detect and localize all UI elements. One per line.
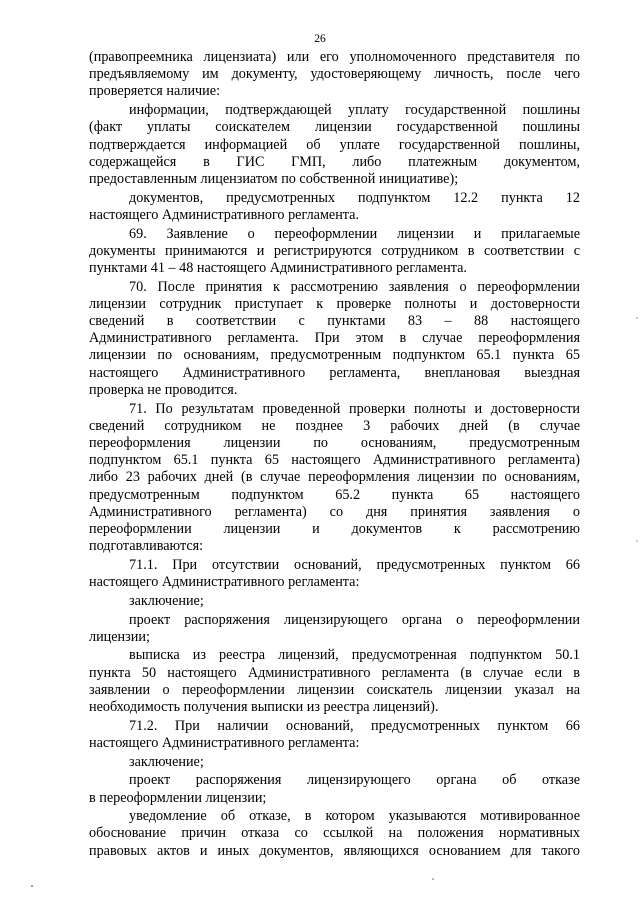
text-line: предоставленным лицензиатом по собственной инициативе);: [89, 170, 459, 187]
text-line: Административного регламента) со дня принятия заявления о: [89, 503, 580, 520]
text-line: 71. По результатам проведенной проверки полноты и достоверности: [129, 400, 580, 417]
paragraph: [89, 49, 580, 101]
text-line: сведений сотрудником не позднее 3 рабочих дней (в случае: [89, 417, 580, 434]
text-line: заявлении о переоформлении лицензии соискатель лицензии указал на: [89, 681, 580, 698]
text-line: 70. После принятия к рассмотрению заявления о переоформлении: [129, 278, 580, 295]
text-line: подпунктом 65.1 пункта 65 настоящего Административного регламента): [89, 452, 580, 469]
text-line: заключение;: [129, 753, 204, 770]
text-line: (правопреемника лицензиата) или его уполномоченного представителя по: [89, 49, 580, 65]
text-line: настоящего Административного регламента:: [89, 574, 360, 591]
text-line: (факт уплаты соискателем лицензии государственной пошлины: [89, 119, 580, 136]
text-line: проверяется наличие:: [89, 83, 221, 100]
text-line: в переоформлении лицензии;: [89, 789, 267, 806]
text-line: правовых актов и иных документов, являющихся основанием для такого: [89, 842, 580, 859]
text-line: настоящего Административного регламента:: [89, 734, 360, 751]
paragraph: [89, 226, 580, 278]
text-line: обоснование причин отказа со ссылкой на положения нормативных: [89, 825, 580, 842]
paragraph: [89, 772, 580, 806]
text-line: необходимость получения выписки из реестра лицензий).: [89, 699, 439, 716]
text-line: проект распоряжения лицензирующего органа о переоформлении: [129, 611, 580, 628]
text-line: подтверждается информацией об уплате государственной пошлины,: [89, 136, 580, 153]
text-line: проект распоряжения лицензирующего органа об отказе: [129, 772, 580, 789]
text-line: документов, предусмотренных подпунктом 12.2 пункта 12: [129, 189, 580, 206]
paragraph: [89, 401, 580, 556]
text-line: уведомление об отказе, в котором указываются мотивированное: [129, 808, 580, 825]
document-body: [89, 49, 580, 861]
text-line: пунктами 41 – 48 настоящего Административного регламента.: [89, 259, 467, 276]
paragraph: [89, 647, 580, 716]
text-line: переоформлении лицензии и документов к рассмотрению: [89, 520, 580, 537]
page-number: 26: [314, 33, 326, 45]
text-line: предусмотренным подпунктом 65.2 пункта 65 настоящего: [89, 486, 580, 503]
paragraph: [89, 718, 580, 752]
text-line: лицензии сотрудник приступает к проверке полноты и достоверности: [89, 295, 580, 312]
paragraph: [89, 279, 580, 399]
paragraph: [89, 593, 580, 610]
text-line: Административного регламента. При этом в случае переоформления: [89, 330, 580, 347]
text-line: настоящего Административного регламента, внеплановая выездная: [89, 364, 580, 381]
text-line: настоящего Административного регламента.: [89, 206, 360, 223]
text-line: 69. Заявление о переоформлении лицензии и прилагаемые: [129, 225, 580, 242]
paragraph: [89, 754, 580, 771]
paragraph: [89, 557, 580, 591]
text-line: лицензии по основаниям, предусмотренным подпунктом 65.1 пункта 65: [89, 347, 580, 364]
text-line: выписка из реестра лицензий, предусмотренная подпунктом 50.1: [129, 647, 580, 664]
text-line: предъявляемому им документу, удостоверяющему личность, после чего: [89, 66, 580, 83]
text-line: сведений в соответствии с пунктами 83 – 88 настоящего: [89, 313, 580, 330]
text-line: 71.2. При наличии оснований, предусмотренных пунктом 66: [129, 717, 580, 734]
text-line: лицензии;: [89, 628, 150, 645]
text-line: проверка не проводится.: [89, 381, 238, 398]
paragraph: [89, 808, 580, 860]
paragraph: [89, 612, 580, 646]
paragraph: [89, 102, 580, 188]
text-line: документы принимаются и регистрируются сотрудником в соответствии с: [89, 242, 580, 259]
text-line: информации, подтверждающей уплату государственной пошлины: [129, 102, 580, 119]
paragraph: [89, 190, 580, 224]
text-line: переоформления лицензии по основаниям, предусмотренным: [89, 434, 580, 451]
text-line: содержащейся в ГИС ГМП, либо платежным документом,: [89, 153, 580, 170]
text-line: подготавливаются:: [89, 538, 204, 555]
text-line: пункта 50 настоящего Административного регламента (в случае если в: [89, 664, 580, 681]
text-line: либо 23 рабочих дней (в случае переоформления лицензии по основаниям,: [89, 469, 580, 486]
text-line: заключение;: [129, 592, 204, 609]
text-line: 71.1. При отсутствии оснований, предусмотренных пунктом 66: [129, 556, 580, 573]
